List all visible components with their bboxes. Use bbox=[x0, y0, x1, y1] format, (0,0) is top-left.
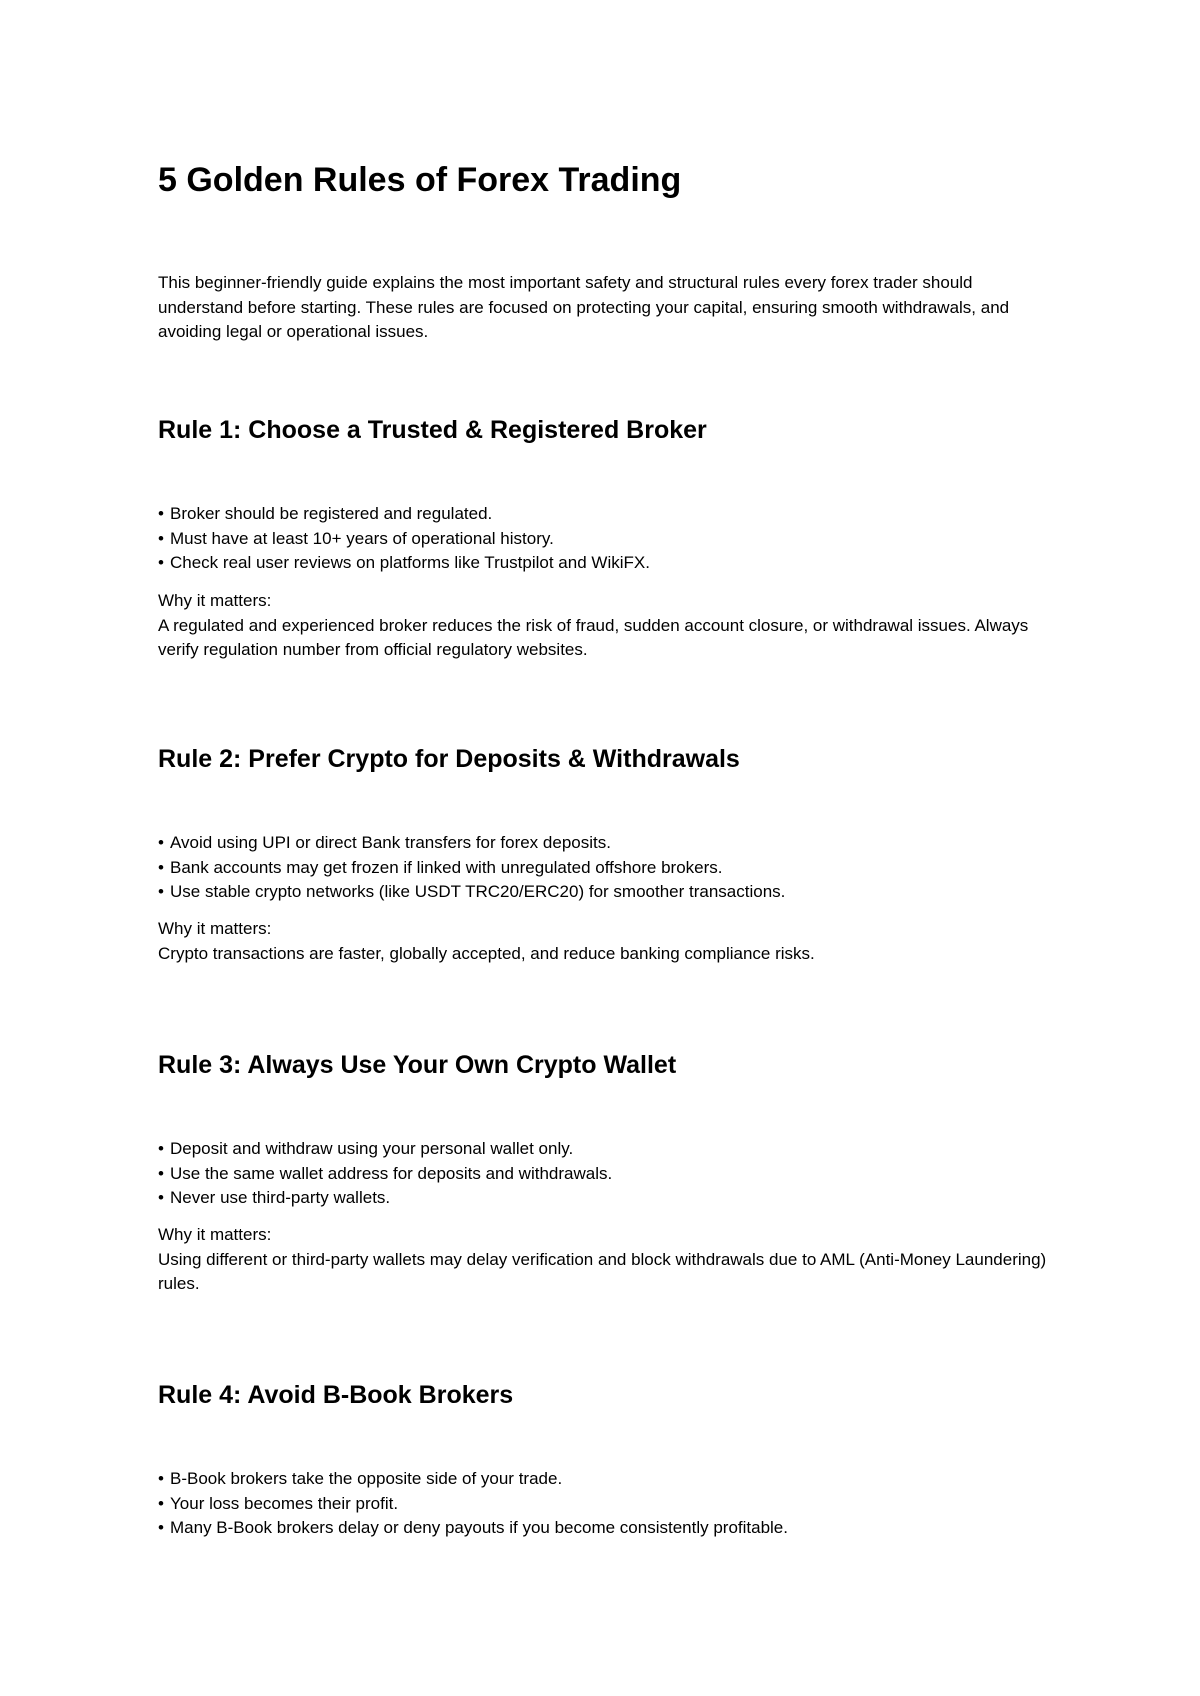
list-item: • Avoid using UPI or direct Bank transfers for forex deposits. bbox=[158, 831, 1058, 856]
why-label: Why it matters: bbox=[158, 591, 272, 610]
list-item: • Deposit and withdraw using your personal wallet only. bbox=[158, 1137, 1058, 1162]
list-item: • Your loss becomes their profit. bbox=[158, 1492, 1058, 1517]
bullet-icon: • bbox=[158, 1493, 164, 1513]
why-label: Why it matters: bbox=[158, 1225, 272, 1244]
bullet-icon: • bbox=[158, 1163, 164, 1183]
bullet-icon: • bbox=[158, 857, 164, 877]
list-item: • B-Book brokers take the opposite side of your trade. bbox=[158, 1467, 1058, 1492]
rule-1-section bbox=[158, 414, 1058, 659]
rule-2-heading: Rule 2: Prefer Crypto for Deposits & Withdrawals bbox=[158, 745, 740, 773]
document-title: 5 Golden Rules of Forex Trading bbox=[158, 161, 682, 199]
list-item: • Never use third-party wallets. bbox=[158, 1186, 1058, 1211]
bullet-icon: • bbox=[158, 1469, 164, 1488]
list-item: • Use stable crypto networks (like USDT TRC20/ERC20) for smoother transactions. bbox=[158, 880, 1058, 905]
rule-3-why bbox=[158, 1223, 1058, 1297]
rule-3-section bbox=[158, 1049, 1058, 1293]
rule-1-points bbox=[158, 502, 1058, 576]
why-text: A regulated and experienced broker reduces the risk of fraud, sudden account closure, or withdrawal issues. Always verify regulation number from official regulatory websites. bbox=[158, 615, 1029, 659]
why-text: Using different or third-party wallets may delay verification and block withdrawals due to AML (Anti-Money Laundering) rules. bbox=[158, 1249, 1047, 1293]
why-label: Why it matters: bbox=[158, 919, 272, 938]
rule-2-section bbox=[158, 743, 1058, 963]
list-item: • Check real user reviews on platforms like Trustpilot and WikiFX. bbox=[158, 551, 1058, 576]
bullet-icon: • bbox=[158, 1518, 164, 1537]
rule-2-why bbox=[158, 917, 1058, 966]
rule-3-points bbox=[158, 1137, 1058, 1211]
rule-2-points bbox=[158, 831, 1058, 905]
list-item: • Many B-Book brokers delay or deny payouts if you become consistently profitable. bbox=[158, 1516, 1058, 1541]
rule-3-heading: Rule 3: Always Use Your Own Crypto Wallet bbox=[158, 1051, 677, 1079]
why-text: Crypto transactions are faster, globally accepted, and reduce banking compliance risks. bbox=[158, 943, 815, 963]
rule-4-section bbox=[158, 1379, 1058, 1537]
rule-1-why bbox=[158, 589, 1058, 663]
list-item: • Broker should be registered and regulated. bbox=[158, 502, 1058, 527]
rule-1-heading: Rule 1: Choose a Trusted & Registered Broker bbox=[158, 416, 707, 444]
bullet-icon: • bbox=[158, 504, 164, 523]
bullet-icon: • bbox=[158, 528, 164, 548]
list-item: • Must have at least 10+ years of operational history. bbox=[158, 527, 1058, 552]
bullet-icon: • bbox=[158, 1188, 164, 1207]
bullet-icon: • bbox=[158, 882, 164, 901]
list-item: • Bank accounts may get frozen if linked with unregulated offshore brokers. bbox=[158, 856, 1058, 881]
intro-paragraph: This beginner-friendly guide explains the most important safety and structural rules every forex trader should understand before starting. These rules are focused on protecting your capital, ensuring smooth withdrawals, and avoiding legal or operational issues. bbox=[158, 273, 1010, 341]
bullet-icon: • bbox=[158, 553, 164, 572]
list-item: • Use the same wallet address for deposits and withdrawals. bbox=[158, 1162, 1058, 1187]
bullet-icon: • bbox=[158, 1139, 164, 1158]
rule-4-points bbox=[158, 1467, 1058, 1541]
rule-4-heading: Rule 4: Avoid B-Book Brokers bbox=[158, 1381, 514, 1409]
bullet-icon: • bbox=[158, 833, 164, 852]
